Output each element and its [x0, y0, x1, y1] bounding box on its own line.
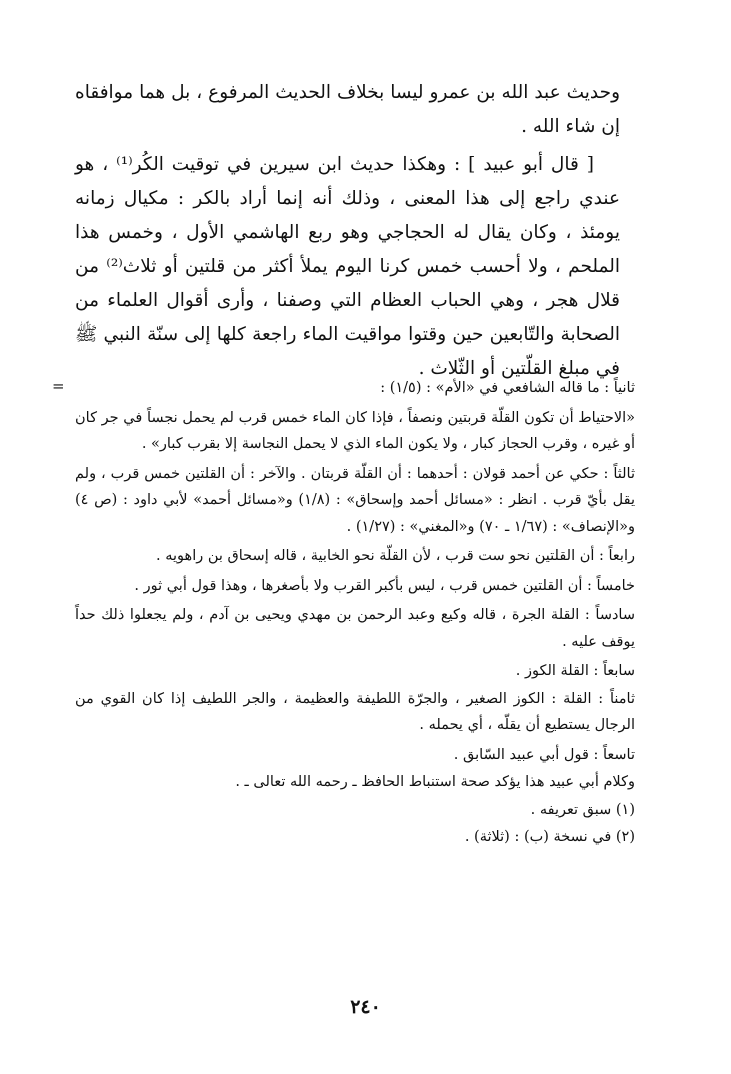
- main-paragraph: وحديث عبد الله بن عمرو ليسا بخلاف الحديث المرفوع ، بل هما موافقاه إن شاء الله .: [75, 82, 620, 137]
- footnote-line: ثانياً : ما قاله الشافعي في «الأم» : (١/٥) :: [380, 380, 635, 396]
- footnote-line: سابعاً : القلة الكوز .: [515, 663, 635, 679]
- footnote-line: ثامناً : القلة : الكوز الصغير ، والجرّة اللطيفة والعظيمة ، والجر اللطيف إذا كان القوي من الرجال يستطيع أن يقلّه ، أي يحمله .: [75, 690, 635, 733]
- footnote-line: (١) سبق تعريفه .: [530, 801, 635, 818]
- footnote-continuation-mark: =: [52, 377, 65, 395]
- footnote-line: وكلام أبي عبيد هذا يؤكد صحة استنباط الحافظ ـ رحمه الله تعالى ـ .: [235, 774, 635, 790]
- main-text: [75, 76, 620, 386]
- footnote-line: «الاحتياط أن تكون القلّة قربتين ونصفاً ، فإذا كان الماء خمس قرب لم يحمل نجساً في جر كان أو غيره ، وقرب الحجاز كبار ، ولا يكون الماء الذي لا يحمل النجاسة إلا بقرب كبار» .: [75, 409, 635, 452]
- footnotes: [75, 375, 635, 852]
- main-paragraph: [ قال أبو عبيد ] : وهكذا حديث ابن سيرين في توقيت الكُر⁽¹⁾ ، هو عندي راجع إلى هذا المعنى ، وذلك أنه إنما أراد بالكر : مكيال زمانه يومئذ ، وكان يقال له الحجاجي وهو ربع الهاشمي الأول ، وخمس هذا الملحم ، ولا أحسب خمس كرنا اليوم يملأ أكثر من قلتين أو ثلاث⁽²⁾ من قلال هجر ، وهي الحباب العظام التي وصفنا ، وأرى أقوال العلماء من الصحابة والتّابعين حين وقتوا مواقيت الماء راجعة كلها إلى سنّة النبي ﷺ في مبلغ القلّتين أو الثّلاث .: [75, 154, 620, 379]
- footnote-line: سادساً : القلة الجرة ، قاله وكيع وعبد الرحمن بن مهدي ويحيى بن آدم ، ولم يجعلوا ذلك حداً يوقف عليه .: [75, 607, 635, 650]
- footnote-line: ثالثاً : حكي عن أحمد قولان : أحدهما : أن القلّة قربتان . والآخر : أن القلتين خمس قرب ، ولم يقل بأيّ قرب . انظر : «مسائل أحمد وإسحاق» : (١/٨) و«مسائل أحمد» لأبي داود : (ص ٤) و«الإنصاف» : (١/٦٧ ـ ٧٠) و«المغني» : (١/٢٧) .: [75, 465, 635, 535]
- page-number: ٢٤٠: [350, 996, 381, 1018]
- footnote-line: تاسعاً : قول أبي عبيد السّابق .: [453, 746, 635, 763]
- footnote-line: رابعاً : أن القلتين نحو ست قرب ، لأن القلّة نحو الخابية ، قاله إسحاق بن راهويه .: [156, 548, 635, 564]
- footnote-line: (٢) في نسخة (ب) : (ثلاثة) .: [464, 829, 635, 845]
- footnote-line: خامساً : أن القلتين خمس قرب ، ليس بأكبر القرب ولا بأصغرها ، وهذا قول أبي ثور .: [134, 577, 635, 594]
